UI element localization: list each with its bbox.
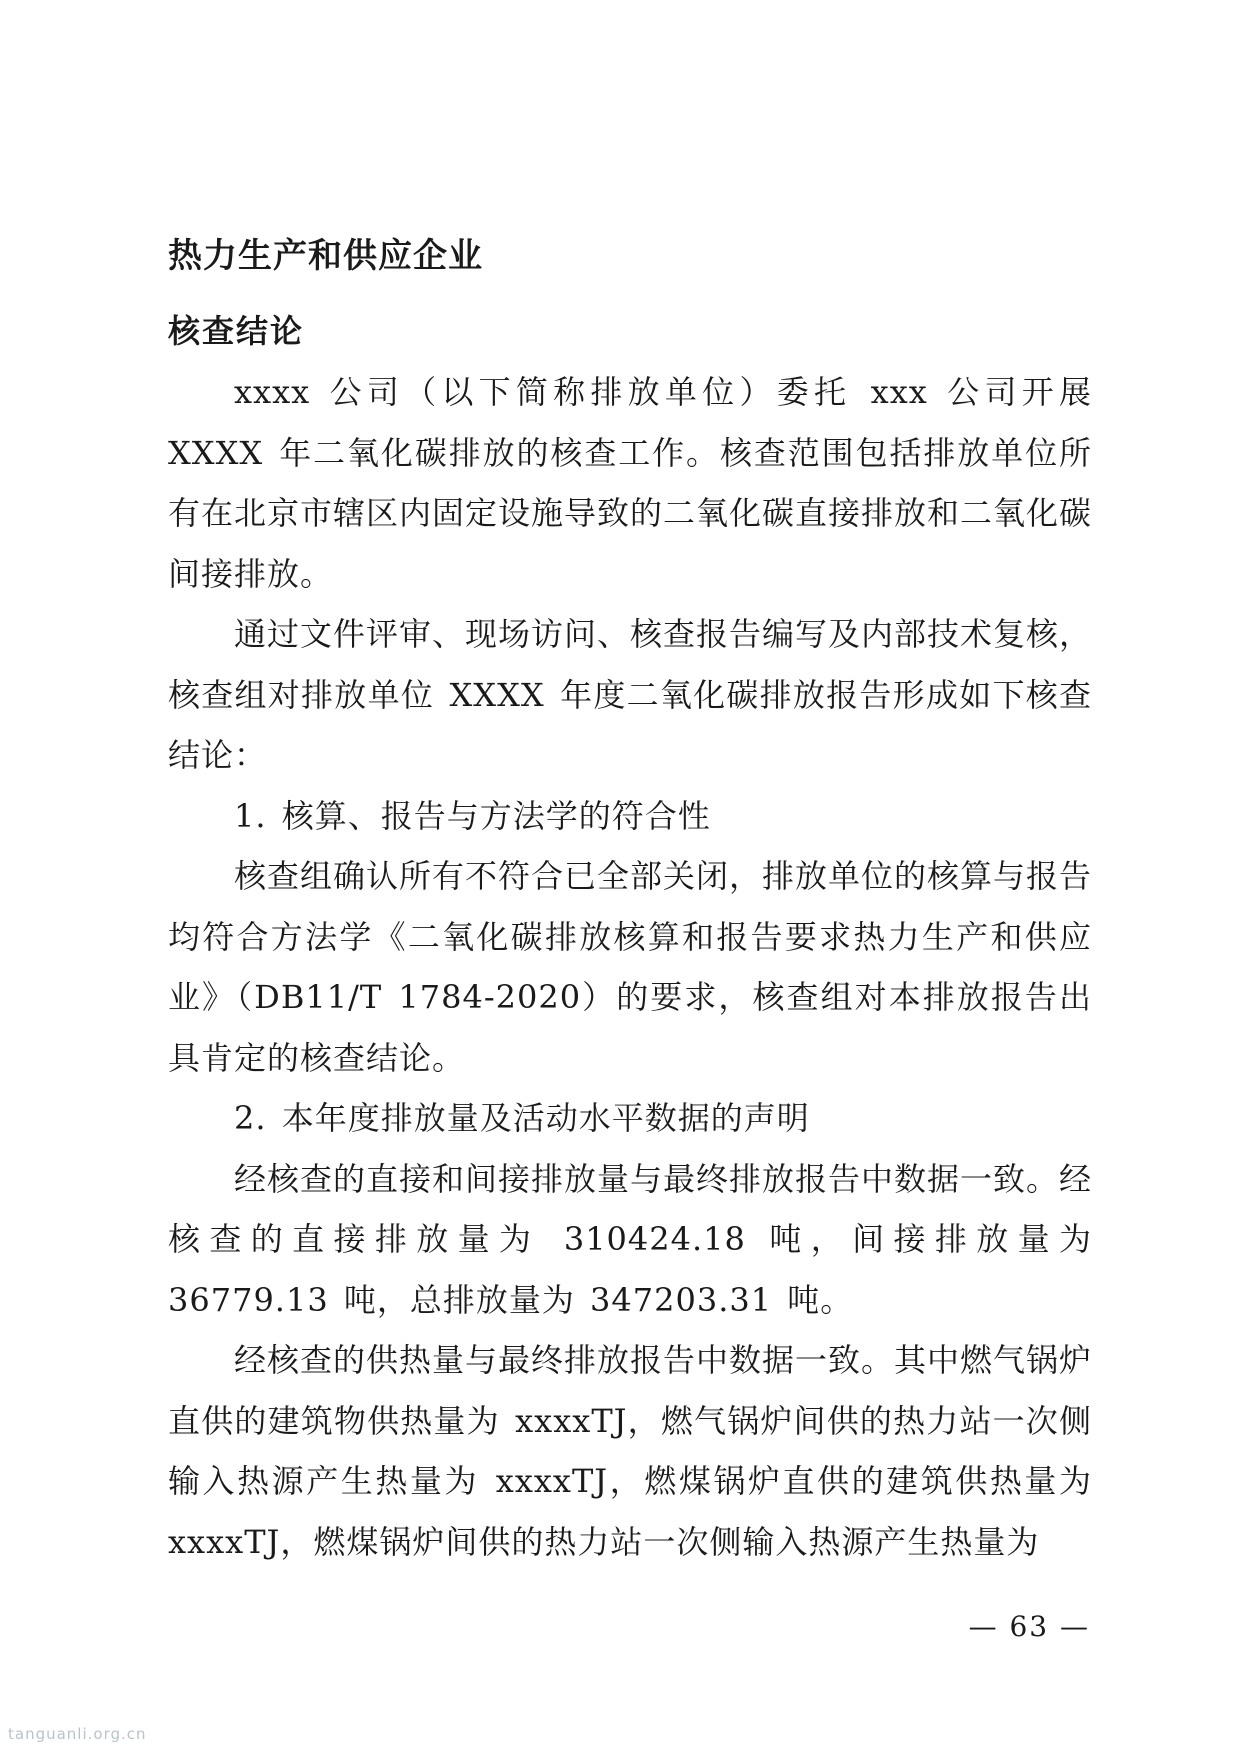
paragraph-compliance: 核查组确认所有不符合已全部关闭，排放单位的核算与报告均符合方法学《二氧化碳排放核算和报告要求热力生产和供应业》（DB11/T 1784-2020）的要求，核查组对本排放报告出具肯定的核查结论。	[168, 857, 1093, 1077]
paragraph-item-1-title: 1. 核算、报告与方法学的符合性	[234, 796, 711, 835]
paragraph-emissions: 经核查的直接和间接排放量与最终排放报告中数据一致。经核查的直接排放量为 310424.18 吨，间接排放量为 36779.13 吨，总排放量为 347203.31 吨。	[168, 1159, 1093, 1319]
paragraph-intro: xxxx 公司（以下简称排放单位）委托 xxx 公司开展 XXXX 年二氧化碳排放的核查工作。核查范围包括排放单位所有在北京市辖区内固定设施导致的二氧化碳直接排放和二氧化碳间接排放。	[168, 373, 1093, 593]
document-page	[168, 0, 1092, 1753]
paragraph-process: 通过文件评审、现场访问、核查报告编写及内部技术复核，核查组对排放单位 XXXX 年度二氧化碳排放报告形成如下核查结论：	[168, 615, 1093, 774]
paragraph-heat-supply: 经核查的供热量与最终排放报告中数据一致。其中燃气锅炉直供的建筑物供热量为 xxxxTJ，燃气锅炉间供的热力站一次侧输入热源产生热量为 xxxxTJ，燃煤锅炉直供的建筑供热量为 xxxxTJ，燃煤锅炉间供的热力站一次侧输入热源产生热量为	[168, 1341, 1093, 1561]
paragraph-item-2-title: 2. 本年度排放量及活动水平数据的声明	[234, 1099, 810, 1137]
subsection-heading: 核查结论	[168, 312, 305, 350]
body-text	[168, 362, 1092, 1572]
page-number: — 63 —	[968, 1610, 1090, 1643]
watermark: tanguanli.org.cn	[8, 1725, 147, 1743]
section-heading: 热力生产和供应企业	[168, 236, 483, 276]
